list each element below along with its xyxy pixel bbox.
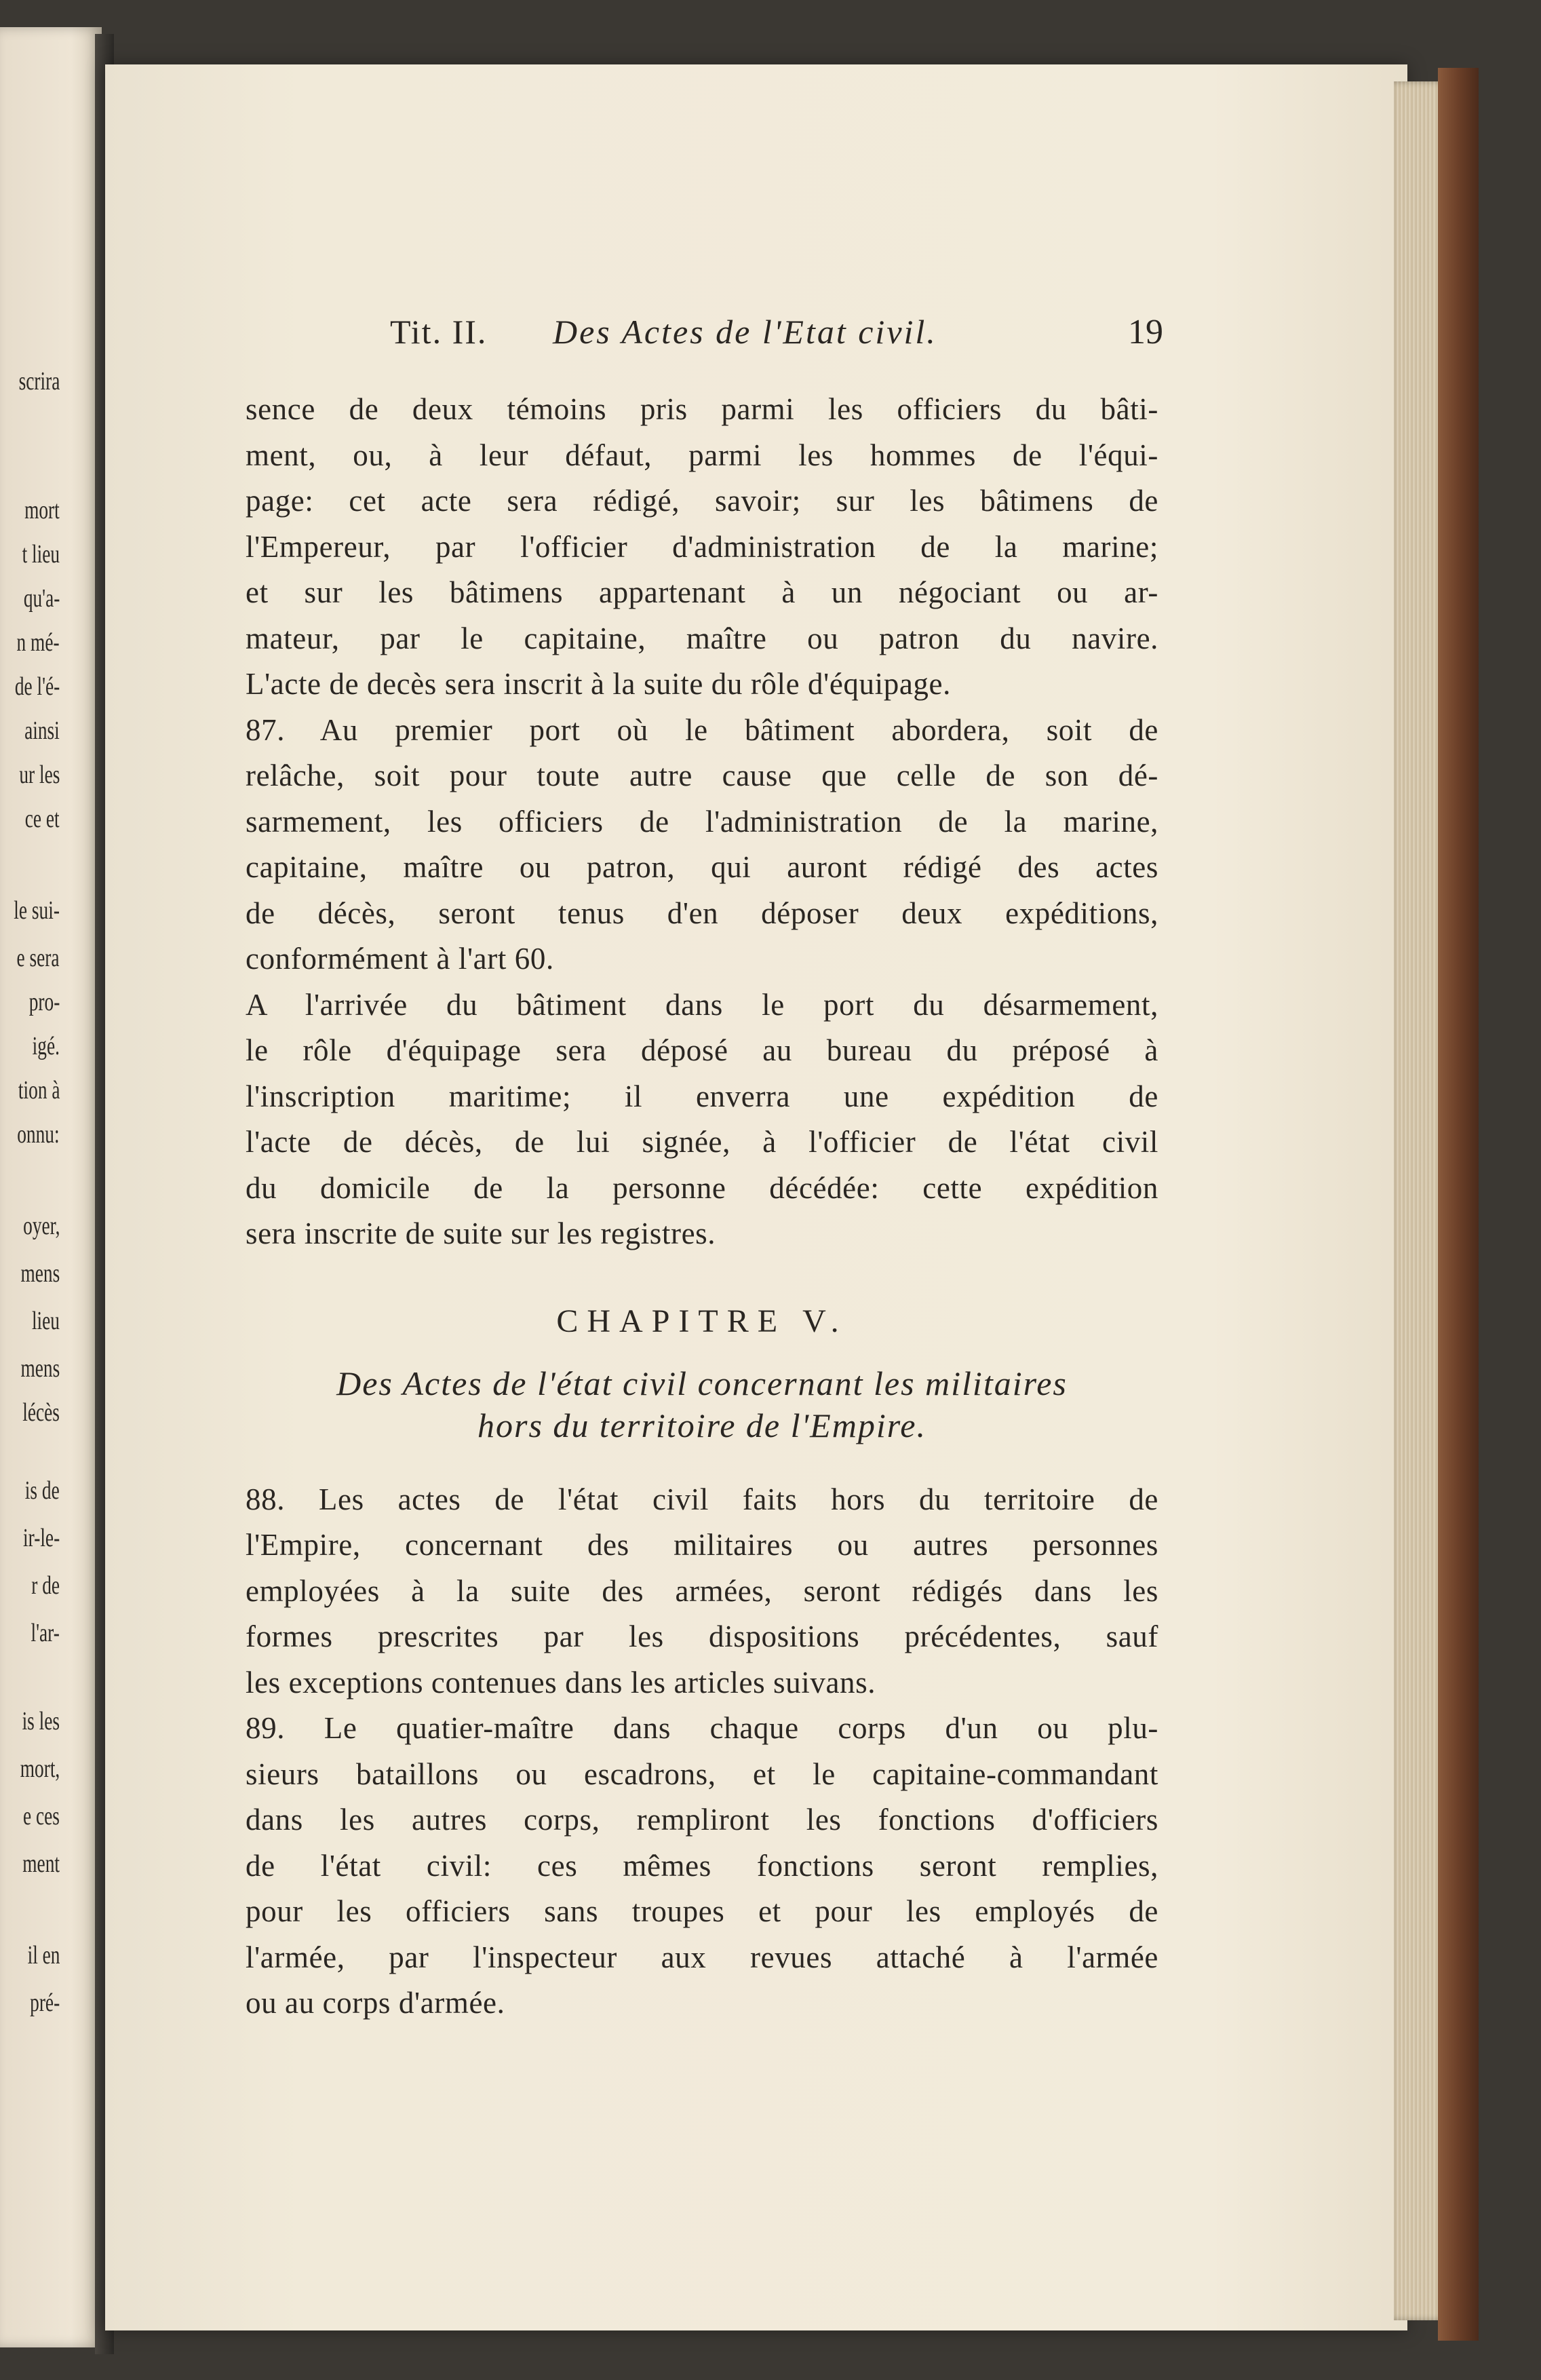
facing-page-fragment: mort: [24, 496, 60, 524]
text-line: l'armée, par l'inspecteur aux revues attaché à l'armée: [246, 1940, 1158, 1974]
text-line: sence de deux témoins pris parmi les officiers du bâti-: [246, 392, 1158, 426]
text-line: sera inscrite de suite sur les registres.: [246, 1216, 716, 1250]
chapter-subtitle: Des Actes de l'état civil concernant les militaires: [336, 1364, 1068, 1402]
facing-page-fragment: tion à: [18, 1076, 60, 1105]
text-line: de décès, seront tenus d'en déposer deux expéditions,: [246, 896, 1158, 930]
text-line: 87. Au premier port où le bâtiment abordera, soit de: [246, 712, 1158, 747]
text-line: employées à la suite des armées, seront rédigés dans les: [246, 1573, 1158, 1608]
facing-page-fragment: ur les: [18, 761, 60, 789]
text-line: conformément à l'art 60.: [246, 942, 554, 976]
paragraph-continued: [246, 387, 1158, 708]
facing-page-fragment: mens: [20, 1354, 60, 1383]
article-87-second-paragraph: [246, 982, 1158, 1257]
text-line: l'acte de décès, de lui signée, à l'officier de l'état civil: [246, 1125, 1158, 1159]
text-line: l'Empereur, par l'officier d'administration de la marine;: [246, 529, 1158, 564]
header-title-prefix: Tit. II.: [390, 313, 488, 351]
facing-page-fragment: oyer,: [22, 1212, 60, 1240]
text-line: page: cet acte sera rédigé, savoir; sur les bâtimens de: [246, 484, 1158, 518]
facing-page-fragment: igé.: [32, 1032, 60, 1060]
facing-page-fragment: n mé-: [16, 628, 60, 657]
facing-page-fragment: ment: [22, 1849, 60, 1878]
facing-page-fragment: mens: [20, 1259, 60, 1288]
text-line: A l'arrivée du bâtiment dans le port du désarmement,: [246, 987, 1158, 1022]
facing-page-fragment: mort,: [20, 1754, 60, 1783]
facing-page-fragment: ainsi: [24, 716, 60, 745]
text-line: le rôle d'équipage sera déposé au bureau du préposé à: [246, 1033, 1158, 1067]
text-line: dans les autres corps, rempliront les fonctions d'officiers: [246, 1803, 1158, 1837]
facing-page-fragment: de l'é-: [14, 672, 60, 701]
facing-page-fragment: e sera: [16, 944, 60, 972]
facing-page-fragment: l'ar-: [31, 1619, 60, 1647]
facing-page-fragment: is les: [22, 1707, 60, 1735]
text-line: L'acte de decès sera inscrit à la suite du rôle d'équipage.: [246, 667, 951, 701]
page-number: 19: [1128, 313, 1163, 351]
facing-page-fragment: e ces: [23, 1802, 60, 1830]
facing-page-fragment: ir-le-: [22, 1524, 60, 1552]
text-line: et sur les bâtimens appartenant à un négociant ou ar-: [246, 575, 1158, 609]
text-line: ment, ou, à leur défaut, parmi les hommes de l'équi-: [246, 438, 1158, 472]
article-87: [246, 708, 1158, 982]
article-88: [246, 1477, 1158, 1706]
body-text: [246, 387, 1158, 2027]
facing-page-fragment: t lieu: [22, 540, 60, 569]
chapter-subtitle: hors du territoire de l'Empire.: [477, 1406, 926, 1444]
book-binding: [1438, 68, 1479, 2341]
article-89: [246, 1706, 1158, 2027]
facing-page-fragment: pro-: [28, 988, 60, 1016]
text-line: du domicile de la personne décédée: cette expédition: [246, 1170, 1158, 1205]
text-line: ou au corps d'armée.: [246, 1986, 505, 2020]
facing-page-fragment: il en: [27, 1941, 60, 1970]
facing-page-fragment: ce et: [25, 805, 60, 833]
text-line: mateur, par le capitaine, maître ou patron du navire.: [246, 621, 1158, 655]
text-line: l'Empire, concernant des militaires ou autres personnes: [246, 1528, 1158, 1562]
text-line: 88. Les actes de l'état civil faits hors du territoire de: [246, 1482, 1158, 1516]
text-line: sieurs bataillons ou escadrons, et le capitaine-commandant: [246, 1757, 1158, 1791]
text-line: formes prescrites par les dispositions précédentes, sauf: [246, 1619, 1158, 1653]
facing-page-fragment: lieu: [31, 1307, 60, 1335]
text-line: sarmement, les officiers de l'administration de la marine,: [246, 804, 1158, 839]
facing-page-fragment: pré-: [29, 1989, 60, 2017]
facing-page-fragment: scrira: [18, 367, 60, 396]
text-line: les exceptions contenues dans les articles suivans.: [246, 1665, 876, 1700]
facing-page-fragment: le sui-: [14, 896, 60, 925]
chapter-heading: CHAPITRE V.: [556, 1303, 848, 1339]
text-line: capitaine, maître ou patron, qui auront rédigé des actes: [246, 850, 1158, 884]
text-line: relâche, soit pour toute autre cause que celle de son dé-: [246, 759, 1158, 792]
facing-page-fragment: qu'a-: [23, 584, 60, 613]
facing-page-edge: [0, 27, 102, 2347]
text-line: pour les officiers sans troupes et pour les employés de: [246, 1894, 1158, 1928]
facing-page-fragment: onnu:: [17, 1120, 60, 1149]
facing-page-fragment: r de: [31, 1571, 60, 1600]
text-line: 89. Le quatier-maître dans chaque corps d'un ou plu-: [246, 1711, 1158, 1745]
running-header: [390, 305, 1163, 360]
facing-page-fragment: is de: [25, 1476, 60, 1505]
text-line: de l'état civil: ces mêmes fonctions seront remplies,: [246, 1848, 1158, 1883]
facing-page-fragment: lécès: [22, 1398, 60, 1427]
text-line: l'inscription maritime; il enverra une expédition de: [246, 1079, 1158, 1113]
header-title: Des Actes de l'Etat civil.: [553, 313, 937, 351]
